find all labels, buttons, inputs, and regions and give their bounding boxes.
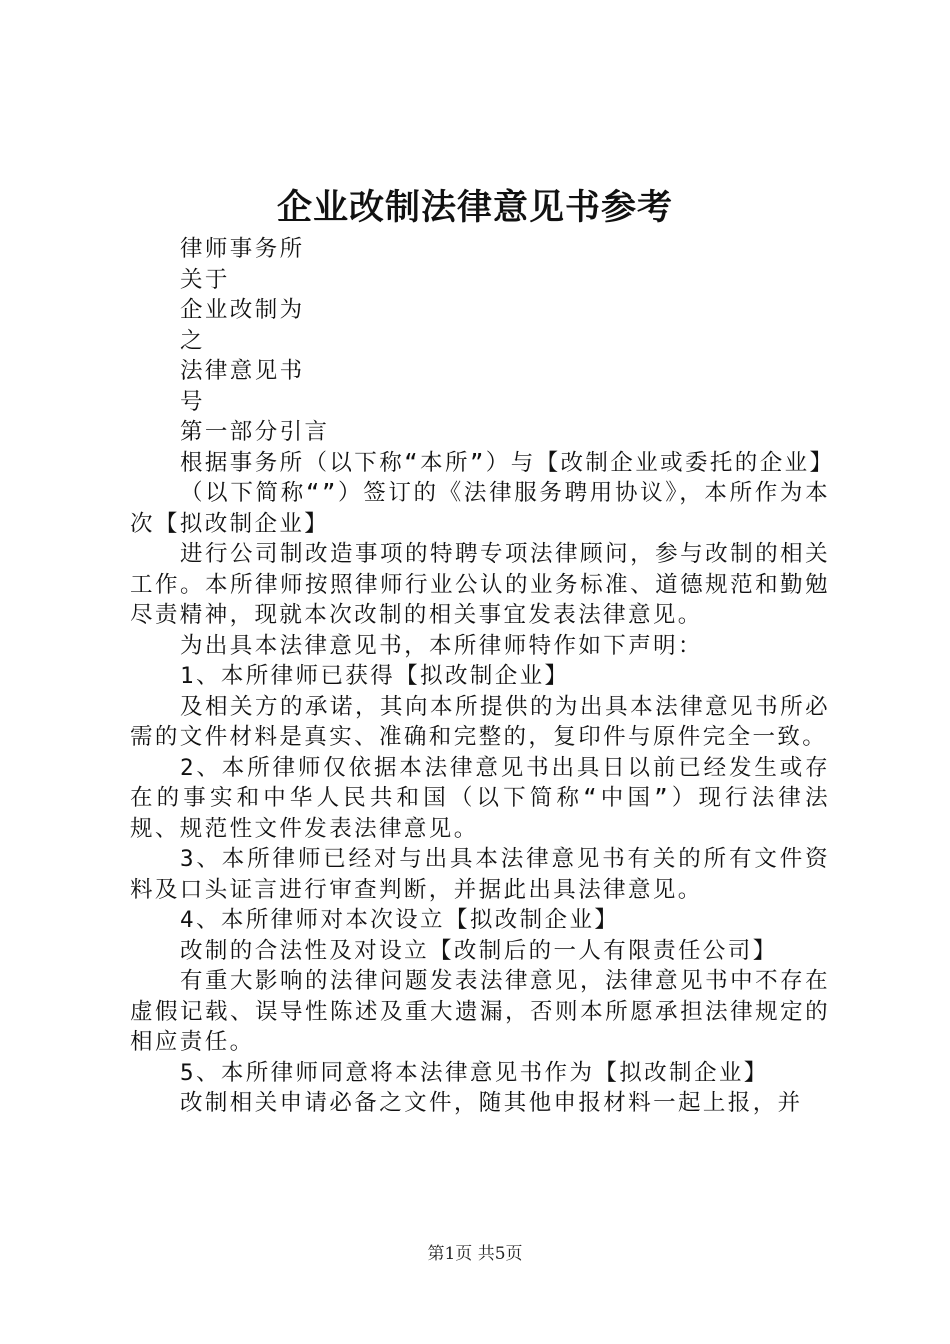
declaration-item-5: 5、本所律师同意将本法律意见书作为【拟改制企业】 [180,1059,769,1086]
paragraph: 为出具本法律意见书，本所律师特作如下声明： [180,632,703,659]
document-body [130,234,835,1119]
paragraph: 改制的合法性及对设立【改制后的一人有限责任公司】 [180,937,778,964]
paragraph-company-restructure: 企业改制为 [180,297,305,323]
paragraph: 进行公司制改造事项的特聘专项法律顾问，参与改制的相关工作。本所律师按照律师行业公认的业务标准、道德规范和勤勉尽责精神，现就本次改制的相关事宜发表法律意见。 [130,541,830,628]
paragraph: 有重大影响的法律问题发表法律意见，法律意见书中不存在虚假记载、误导性陈述及重大遗漏，否则本所愿承担法律规定的相应责任。 [130,968,830,1055]
paragraph-about: 关于 [180,266,230,293]
section-heading-intro: 第一部分引言 [180,419,330,445]
paragraph: （以下简称“”）签订的《法律服务聘用协议》，本所作为本次【拟改制企业】 [130,480,830,537]
paragraph: 及相关方的承诺，其向本所提供的为出具本法律意见书所必需的文件材料是真实、准确和完整的，复印件与原件完全一致。 [130,693,830,750]
declaration-item-4: 4、本所律师对本次设立【拟改制企业】 [180,907,620,933]
paragraph-number: 号 [180,388,205,415]
paragraph-of: 之 [180,327,205,354]
paragraph: 改制相关申请必备之文件，随其他申报材料一起上报，并 [180,1090,803,1116]
paragraph: 根据事务所（以下称“本所”）与【改制企业或委托的企业】 [180,449,835,476]
paragraph-firm: 律师事务所 [180,236,305,262]
page-footer: 第1页 共5页 [427,1244,523,1264]
declaration-item-3: 3、本所律师已经对与出具本法律意见书有关的所有文件资料及口头证言进行审查判断，并据此出具法律意见。 [130,846,830,903]
declaration-item-1: 1、本所律师已获得【拟改制企业】 [180,663,570,689]
paragraph-legal-opinion: 法律意见书 [180,358,305,384]
declaration-item-2: 2、本所律师仅依据本法律意见书出具日以前已经发生或存在的事实和中华人民共和国（以下简称“中国”）现行法律法规、规范性文件发表法律意见。 [130,754,830,842]
document-title: 企业改制法律意见书参考 [276,187,673,228]
